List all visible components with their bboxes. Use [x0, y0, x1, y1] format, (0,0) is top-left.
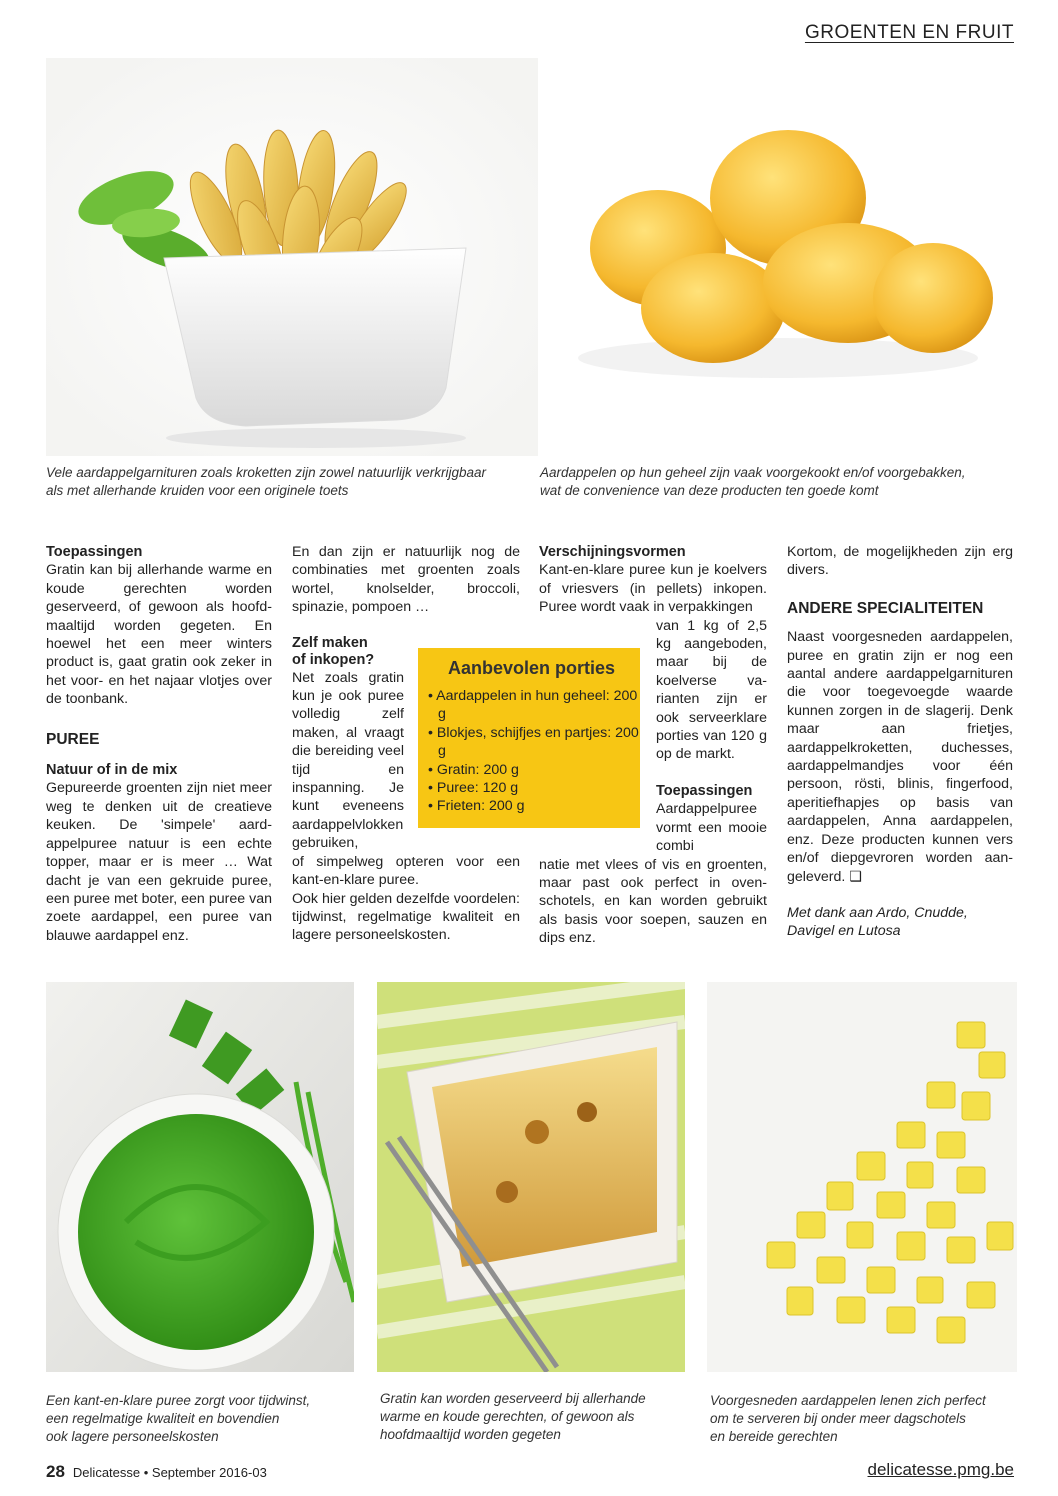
- heading-natuur: Natuur of in de mix: [46, 762, 178, 779]
- paragraph: Gepureerde groenten zijn niet meer weg te denken uit de creatieve keuken. De 'simpele' aardappelpuree natuur is een echte topper, maar er is meer … Wat dacht je van een gekruide puree, een puree met boter, een puree van zoete aardappel, een puree van blauwe aardappel enz.: [46, 780, 272, 944]
- caption-bottom-left: Een kant-en-klare puree zorgt voor tijdwinst, een regelmatige kwaliteit en bovendien ook lagere personeelskosten: [46, 1393, 311, 1444]
- section-title: GROENTEN EN FRUIT: [804, 22, 1014, 43]
- heading-of-inkopen: of inkopen?: [292, 651, 375, 668]
- end-mark: ❑: [849, 868, 863, 885]
- caption-bottom-right: Voorgesneden aardappelen lenen zich perfect om te serveren bij onder meer dagschotels en bereide gerechten: [710, 1393, 986, 1444]
- heading-zelf-maken: Zelf maken: [292, 634, 368, 651]
- paragraph: Kant-en-klare puree kun je koelvers of vriesvers (in pellets) inkopen. Puree wordt vaak in verpakkingen: [539, 562, 767, 616]
- photo-gratin: [377, 982, 685, 1372]
- column-4: [787, 543, 1013, 941]
- heading-andere-specialiteiten: ANDERE SPECIALITEITEN: [787, 599, 984, 617]
- heading-toepassingen-2: Toepassingen: [656, 782, 753, 799]
- footer-url-link[interactable]: delicatesse.pmg.be: [867, 1460, 1014, 1479]
- paragraph: Gratin kan bij allerhande warme en koude gerechten worden geserveerd, of gewoon als hoofdmaaltijd worden gegeten. En hoewel het een meer winters product is, gaat gratin ook zeker in het voor- en het najaar vlotjes over de toonbank.: [46, 562, 272, 708]
- photo-whole-potatoes: [538, 58, 1014, 456]
- box-title: Aanbevolen porties: [448, 658, 616, 678]
- list-item: • Frieten: 200 g: [428, 797, 640, 815]
- list-item: • Gratin: 200 g: [428, 761, 640, 779]
- paragraph: Ook hier gelden dezelfde voordelen: tijdwinst, regelmatige kwaliteit en lagere personeelskosten.: [292, 890, 520, 944]
- paragraph: En dan zijn er natuurlijk nog de combinaties met groenten zoals wortel, knolselder, broccoli, spinazie, pompoen …: [292, 544, 520, 616]
- paragraph: Kortom, de mogelijkheden zijn erg divers.: [787, 544, 1013, 579]
- paragraph: Aardappelpuree vormt een mooie combi: [656, 801, 767, 855]
- heading-puree: PUREE: [46, 730, 100, 748]
- magazine-issue: Delicatesse • September 2016-03: [72, 1465, 267, 1480]
- photo-puree: [46, 982, 354, 1372]
- list-item: • Blokjes, schijfjes en partjes: 200 g: [428, 724, 640, 761]
- page-number: 28: [46, 1462, 65, 1481]
- caption-bottom-mid: Gratin kan worden geserveerd bij allerhande warme en koude gerechten, of gewoon als hoofdmaaltijd worden gegeten: [380, 1391, 646, 1442]
- paragraph: Naast voorgesneden aardappelen, puree en gratin zijn er nog een aantal andere aardappelgarnituren die voor toegevoegde waarde kunnen zorgen in de slagerij. Denk maar aan frietjes, aardappelkroketten, duchesses, aardappelmandjes voor één persoon, rösti, blinis, fingerfood, aperitiefhapjes op basis van aardappelen, Anna aardappelen, enz. Deze producten kunnen vers en/of diepgevroren worden aangeleverd. ❑: [787, 629, 1013, 885]
- photo-diced-potatoes: [707, 982, 1017, 1372]
- photo-croquettes: [46, 58, 538, 456]
- caption-top-right: Aardappelen op hun geheel zijn vaak voorgekookt en/of voorgebakken, wat de convenience van deze producten ten goede komt: [540, 465, 966, 498]
- paragraph: Net zoals gratin kun je ook puree volledig zelf maken, al vraagt die bereiding veel tijd en inspanning. Je kunt eveneens aardappelvlokken gebruiken,: [292, 669, 404, 852]
- credit: Met dank aan Ardo, Cnudde, Davigel en Lutosa: [787, 904, 968, 940]
- column-3: [539, 543, 767, 948]
- list-item: • Puree: 120 g: [428, 779, 640, 797]
- column-1: [46, 543, 272, 945]
- footer-page-info: [46, 1462, 267, 1482]
- paragraph: van 1 kg of 2,5 kg aangeboden, maar bij de koelverse varianten zijn er ook serveerklare porties van 120 g op de markt.: [656, 617, 767, 763]
- heading-toepassingen: Toepassingen: [46, 544, 143, 560]
- list-item: • Aardappelen in hun geheel: 200 g: [428, 687, 640, 724]
- caption-top-left: Vele aardappelgarnituren zoals kroketten zijn zowel natuurlijk verkrijgbaar als met allerhande kruiden voor een originele toets: [46, 465, 486, 498]
- heading-verschijningsvormen: Verschijningsvormen: [539, 544, 686, 560]
- paragraph: natie met vlees of vis en groenten, maar past ook perfect in ovenschotels, en kan worden gebruikt als basis voor soepen, sauzen en dips enz.: [539, 856, 767, 947]
- paragraph: of simpelweg opteren voor een kant-en-klare puree.: [292, 853, 520, 889]
